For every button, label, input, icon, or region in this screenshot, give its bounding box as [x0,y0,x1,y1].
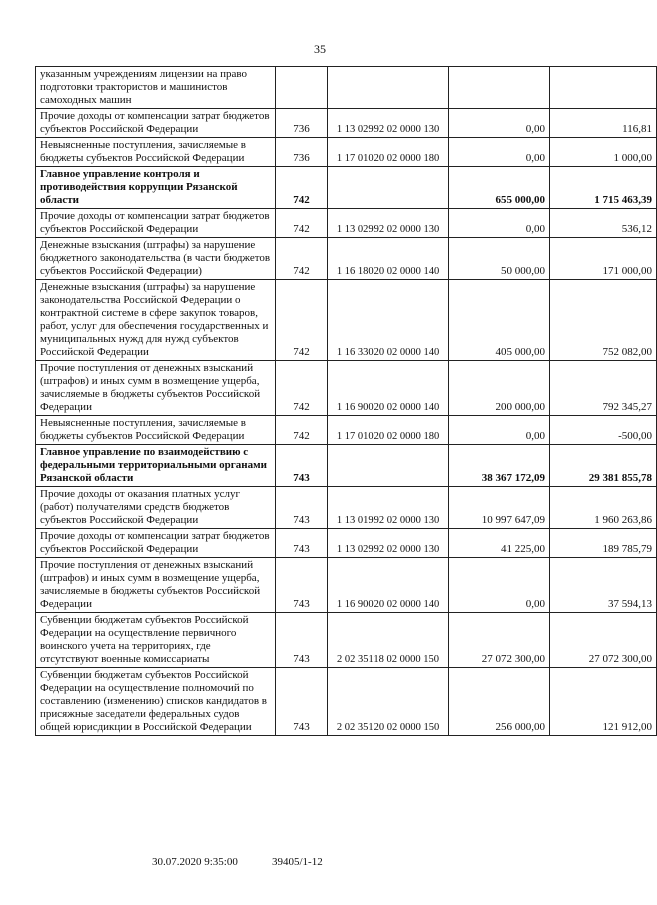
row-name-cell: Прочие доходы от компенсации затрат бюджетов субъектов Российской Федерации [36,529,276,558]
table-row [36,529,657,558]
row-name-cell: Прочие доходы от компенсации затрат бюджетов субъектов Российской Федерации [36,109,276,138]
planned-amount-cell: 0,00 [449,109,550,138]
actual-amount-cell: 116,81 [550,109,657,138]
planned-amount-cell: 405 000,00 [449,280,550,361]
table-row [36,416,657,445]
table-row [36,361,657,416]
row-name-cell: указанным учреждениям лицензии на право подготовки трактористов и машинистов самоходных машин [36,67,276,109]
budget-classification-code-cell [328,67,449,109]
budget-classification-code-cell: 1 16 90020 02 0000 140 [328,558,449,613]
planned-amount-cell: 0,00 [449,558,550,613]
admin-code-cell: 743 [276,558,328,613]
actual-amount-cell: 1 000,00 [550,138,657,167]
planned-amount-cell: 10 997 647,09 [449,487,550,529]
table-row [36,138,657,167]
budget-classification-code-cell: 1 16 90020 02 0000 140 [328,361,449,416]
admin-code-cell: 743 [276,487,328,529]
planned-amount-cell: 38 367 172,09 [449,445,550,487]
actual-amount-cell: 27 072 300,00 [550,613,657,668]
admin-code-cell: 742 [276,361,328,416]
budget-classification-code-cell: 2 02 35120 02 0000 150 [328,668,449,736]
admin-code-cell: 743 [276,445,328,487]
budget-classification-code-cell: 1 16 18020 02 0000 140 [328,238,449,280]
actual-amount-cell: 1 715 463,39 [550,167,657,209]
admin-code-cell: 742 [276,280,328,361]
actual-amount-cell: -500,00 [550,416,657,445]
table-row [36,668,657,736]
table-row [36,613,657,668]
actual-amount-cell: 792 345,27 [550,361,657,416]
table-row [36,209,657,238]
admin-code-cell: 742 [276,416,328,445]
budget-revenue-table [35,66,657,736]
table-row [36,487,657,529]
row-name-cell: Денежные взыскания (штрафы) за нарушение законодательства Российской Федерации о контрактной системе в сфере закупок товаров, работ, услуг для обеспечения государственных и муниципальных нужд для нужд субъектов Российской Федерации [36,280,276,361]
table-row [36,558,657,613]
table-row [36,67,657,109]
row-name-cell: Субвенции бюджетам субъектов Российской Федерации на осуществление полномочий по составлению (изменению) списков кандидатов в присяжные заседатели федеральных судов общей юрисдикции в Российской Федерации [36,668,276,736]
admin-code-cell: 742 [276,238,328,280]
budget-classification-code-cell [328,167,449,209]
budget-classification-code-cell: 1 16 33020 02 0000 140 [328,280,449,361]
admin-code-cell: 736 [276,109,328,138]
row-name-cell: Невыясненные поступления, зачисляемые в бюджеты субъектов Российской Федерации [36,138,276,167]
admin-code-cell: 736 [276,138,328,167]
table-row [36,167,657,209]
planned-amount-cell: 256 000,00 [449,668,550,736]
table-row [36,109,657,138]
admin-code-cell: 742 [276,167,328,209]
admin-code-cell: 743 [276,668,328,736]
table-row [36,445,657,487]
admin-code-cell: 742 [276,209,328,238]
actual-amount-cell: 536,12 [550,209,657,238]
footer-date: 30.07.2020 9:35:00 [152,856,238,868]
budget-classification-code-cell: 1 13 02992 02 0000 130 [328,209,449,238]
actual-amount-cell [550,67,657,109]
row-name-cell: Невыясненные поступления, зачисляемые в бюджеты субъектов Российской Федерации [36,416,276,445]
page-number: 35 [314,42,326,56]
planned-amount-cell: 27 072 300,00 [449,613,550,668]
row-name-cell: Субвенции бюджетам субъектов Российской Федерации на осуществление первичного воинского учета на территориях, где отсутствуют военные комиссариаты [36,613,276,668]
table-row [36,280,657,361]
actual-amount-cell: 189 785,79 [550,529,657,558]
budget-classification-code-cell: 1 17 01020 02 0000 180 [328,138,449,167]
actual-amount-cell: 37 594,13 [550,558,657,613]
row-name-cell: Прочие доходы от компенсации затрат бюджетов субъектов Российской Федерации [36,209,276,238]
budget-classification-code-cell: 1 17 01020 02 0000 180 [328,416,449,445]
row-name-cell: Главное управление по взаимодействию с федеральными территориальными органами Рязанской области [36,445,276,487]
budget-classification-code-cell: 2 02 35118 02 0000 150 [328,613,449,668]
row-name-cell: Денежные взыскания (штрафы) за нарушение бюджетного законодательства (в части бюджетов субъектов Российской Федерации) [36,238,276,280]
budget-classification-code-cell: 1 13 01992 02 0000 130 [328,487,449,529]
row-name-cell: Прочие доходы от оказания платных услуг (работ) получателями средств бюджетов субъектов Российской Федерации [36,487,276,529]
actual-amount-cell: 171 000,00 [550,238,657,280]
row-name-cell: Прочие поступления от денежных взысканий (штрафов) и иных сумм в возмещение ущерба, зачисляемые в бюджеты субъектов Российской Федерации [36,558,276,613]
budget-classification-code-cell: 1 13 02992 02 0000 130 [328,109,449,138]
footer-doc-number: 39405/1-12 [272,856,323,868]
actual-amount-cell: 1 960 263,86 [550,487,657,529]
planned-amount-cell: 0,00 [449,209,550,238]
actual-amount-cell: 752 082,00 [550,280,657,361]
planned-amount-cell [449,67,550,109]
planned-amount-cell: 200 000,00 [449,361,550,416]
budget-classification-code-cell [328,445,449,487]
planned-amount-cell: 655 000,00 [449,167,550,209]
row-name-cell: Главное управление контроля и противодействия коррупции Рязанской области [36,167,276,209]
actual-amount-cell: 29 381 855,78 [550,445,657,487]
planned-amount-cell: 0,00 [449,416,550,445]
row-name-cell: Прочие поступления от денежных взысканий (штрафов) и иных сумм в возмещение ущерба, зачисляемые в бюджеты субъектов Российской Федерации [36,361,276,416]
planned-amount-cell: 50 000,00 [449,238,550,280]
budget-classification-code-cell: 1 13 02992 02 0000 130 [328,529,449,558]
table-row [36,238,657,280]
actual-amount-cell: 121 912,00 [550,668,657,736]
table-body [36,67,657,736]
admin-code-cell: 743 [276,613,328,668]
admin-code-cell [276,67,328,109]
planned-amount-cell: 41 225,00 [449,529,550,558]
planned-amount-cell: 0,00 [449,138,550,167]
admin-code-cell: 743 [276,529,328,558]
